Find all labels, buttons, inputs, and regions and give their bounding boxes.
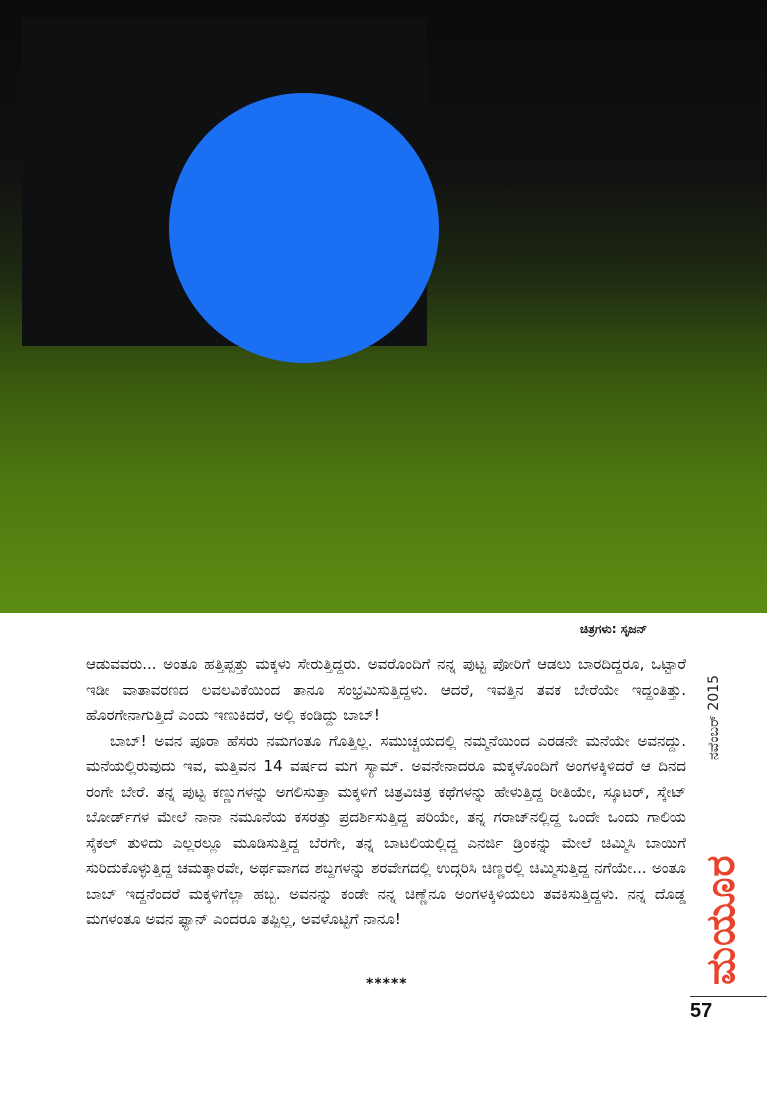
illustration-credit: ಚಿತ್ರಗಳು: ಸೃಜನ್	[580, 622, 648, 636]
page-number: 57	[690, 1000, 713, 1022]
section-separator: *****	[366, 976, 408, 992]
paragraph: ಆಡುವವರು... ಅಂತೂ ಹತ್ತಿಪ್ಪತ್ತು ಮಕ್ಕಳು ಸೇರುತ್ತಿದ್ದರು. ಅವರೊಂದಿಗೆ ನನ್ನ ಪುಟ್ಟ ಪೋರಿಗೆ ಆಡಲು ಬಾರದಿದ್ದರೂ, ಒಟ್ಟಾರೆ ಇಡೀ ವಾತಾವರಣದ ಲವಲವಿಕೆಯಿಂದ ತಾನೂ ಸಂಭ್ರಮಿಸುತ್ತಿದ್ದಳು. ಆದರೆ, ಇವತ್ತಿನ ತವಕ ಬೇರೆಯೇ ಇದ್ದಂತಿತ್ತು. ಹೊರಗೇನಾಗುತ್ತಿದೆ ಎಂದು ಇಣುಕಿದರೆ, ಅಲ್ಲಿ ಕಂಡಿದ್ದು ಬಾಬ್!	[86, 655, 686, 724]
issue-date: ನವೆಂಬರ್ 2015	[706, 674, 722, 760]
article-body	[86, 652, 686, 933]
paragraph: ಬಾಬ್! ಅವನ ಪೂರಾ ಹೆಸರು ನಮಗಂತೂ ಗೊತ್ತಿಲ್ಲ. ಸಮುಚ್ಚಯದಲ್ಲಿ ನಮ್ಮನೆಯಿಂದ ಎರಡನೇ ಮನೆಯೇ ಅವನದ್ದು. ಮನೆಯಲ್ಲಿರುವುದು ಇವ, ಮತ್ತಿವನ 14 ವರ್ಷದ ಮಗ ಸ್ಯಾಮ್. ಅವನೇನಾದರೂ ಮಕ್ಕಳೊಂದಿಗೆ ಅಂಗಳಕ್ಕಿಳಿದರೆ ಆ ದಿನದ ರಂಗೇ ಬೇರೆ. ತನ್ನ ಪುಟ್ಟ ಕಣ್ಣುಗಳನ್ನು ಅಗಲಿಸುತ್ತಾ ಮಕ್ಕಳಿಗೆ ಚಿತ್ರವಿಚಿತ್ರ ಕಥೆಗಳನ್ನು ಹೇಳುತ್ತಿದ್ದ ರೀತಿಯೇ, ಸ್ಕೂಟರ್, ಸ್ಕೇಟ್ ಬೋರ್ಡ್‌ಗಳ ಮೇಲೆ ನಾನಾ ನಮೂನೆಯ ಕಸರತ್ತು ಪ್ರದರ್ಶಿಸುತ್ತಿದ್ದ ಪರಿಯೇ, ತನ್ನ ಗರಾಜ್‌ನಲ್ಲಿದ್ದ ಒಂದೇ ಒಂದು ಗಾಲಿಯ ಸೈಕಲ್ ತುಳಿದು ಎಲ್ಲರಲ್ಲೂ ಮೂಡಿಸುತ್ತಿದ್ದ ಬೆರಗೇ, ತನ್ನ ಬಾಟಲಿಯಲ್ಲಿದ್ದ ಎನರ್ಜಿ ಡ್ರಿಂಕನ್ನು ಮೇಲೆ ಚಿಮ್ಮಿಸಿ ಬಾಯಿಗೆ ಸುರಿದುಕೊಳ್ಳುತ್ತಿದ್ದ ಚಮತ್ಕಾರವೇ, ಅರ್ಥವಾಗದ ಶಬ್ದಗಳನ್ನು ಶರವೇಗದಲ್ಲಿ ಉದ್ಗರಿಸಿ ಚಿಣ್ಣರಲ್ಲಿ ಚಿಮ್ಮಿಸುತ್ತಿದ್ದ ನಗೆಯೇ... ಅಂತೂ ಬಾಬ್ ಇದ್ದನೆಂದರೆ ಮಕ್ಕಳಿಗೆಲ್ಲಾ ಹಬ್ಬ. ಅವನನ್ನು ಕಂಡೇ ನನ್ನ ಚಿಣ್ಣೆನೂ ಅಂಗಳಕ್ಕಿಳಿಯಲು ತವಕಿಸುತ್ತಿದ್ದಳು. ನನ್ನ ದೊಡ್ಡ ಮಗಳಂತೂ ಅವನ ಫ್ಯಾನ್ ಎಂದರೂ ತಪ್ಪಿಲ್ಲ, ಅವಳೊಟ್ಟಿಗೆ ನಾನೂ!	[86, 731, 686, 928]
magazine-brand: ಮಯೂರ	[698, 854, 744, 985]
footer-rule	[690, 996, 767, 997]
blue-circle	[169, 93, 439, 363]
